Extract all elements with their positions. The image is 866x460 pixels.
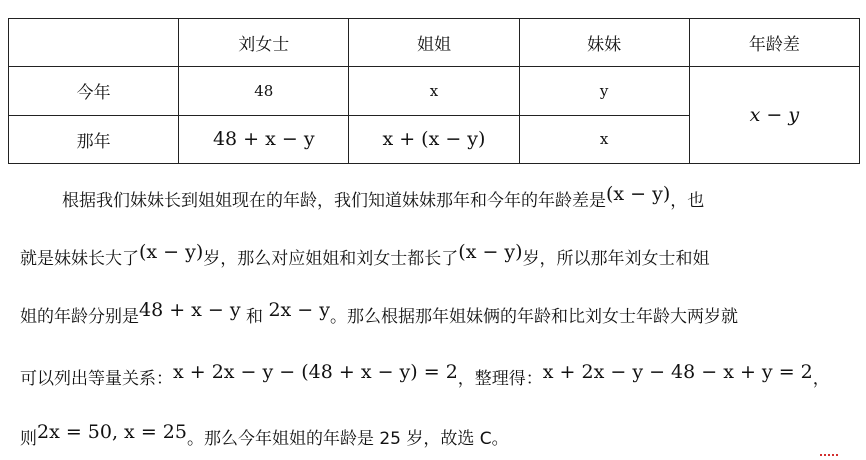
- age-table: [8, 18, 860, 164]
- explanation-line-1: [62, 183, 705, 211]
- line2-tail: 岁，所以那年刘女士和姐: [522, 249, 710, 269]
- table-header-row: [9, 19, 860, 67]
- line3-pre: 姐的年龄分别是: [20, 307, 139, 327]
- cell-liu-that-year: 48 + x − y: [179, 115, 349, 163]
- explanation-line-3: [20, 299, 738, 327]
- line2-mid: 岁，那么对应姐姐和刘女士都长了: [203, 249, 459, 269]
- cell-older-sister-that-year: x + (x − y): [349, 115, 519, 163]
- cell-younger-sister-that-year: x: [519, 115, 689, 163]
- line3-math1: 48 + x − y: [139, 299, 241, 321]
- line4-pre: 可以列出等量关系：: [20, 369, 173, 389]
- line5-tail: 。那么今年姐姐的年龄是 25 岁，故选 C。: [186, 429, 509, 449]
- line2-pre: 就是妹妹长大了: [20, 249, 139, 269]
- row-label-that-year: 那年: [9, 115, 179, 163]
- line2-math2: (x − y): [458, 241, 523, 263]
- row-label-this-year: 今年: [9, 67, 179, 115]
- header-liu: 刘女士: [179, 19, 349, 67]
- line4-math2: x + 2x − y − 48 − x + y = 2: [542, 361, 813, 383]
- line4-math1: x + 2x − y − (48 + x − y) = 2: [173, 361, 458, 383]
- age-difference-expression: x − y: [749, 104, 800, 127]
- line1-tail: ，也: [670, 191, 705, 211]
- cell-younger-sister-this-year: y: [519, 67, 689, 115]
- line3-tail: 。那么根据那年姐妹俩的年龄和比刘女士年龄大两岁就: [329, 307, 738, 327]
- explanation-line-2: [20, 241, 710, 269]
- line3-math2: 2x − y: [268, 299, 330, 321]
- cell-older-sister-this-year: x: [349, 67, 519, 115]
- header-younger-sister: 妹妹: [519, 19, 689, 67]
- line1-math: (x − y): [606, 183, 671, 205]
- line1-text: 根据我们妹妹长到姐姐现在的年龄，我们知道妹妹那年和今年的年龄差是: [62, 191, 606, 211]
- header-older-sister: 姐姐: [349, 19, 519, 67]
- line4-tail: ，: [812, 369, 830, 389]
- table-row-this-year: [9, 67, 860, 115]
- line2-math1: (x − y): [139, 241, 204, 263]
- explanation-line-5: [20, 421, 509, 449]
- corner-mark: [820, 454, 838, 460]
- cell-age-difference: [689, 67, 859, 164]
- line5-pre: 则: [20, 429, 37, 449]
- cell-liu-this-year: 48: [179, 67, 349, 115]
- line5-math: 2x = 50, x = 25: [37, 421, 187, 443]
- header-age-difference: 年龄差: [689, 19, 859, 67]
- explanation-line-4: [20, 361, 830, 389]
- line3-mid: 和: [246, 307, 264, 327]
- header-empty: [9, 19, 179, 67]
- line4-mid: ，整理得：: [457, 369, 543, 389]
